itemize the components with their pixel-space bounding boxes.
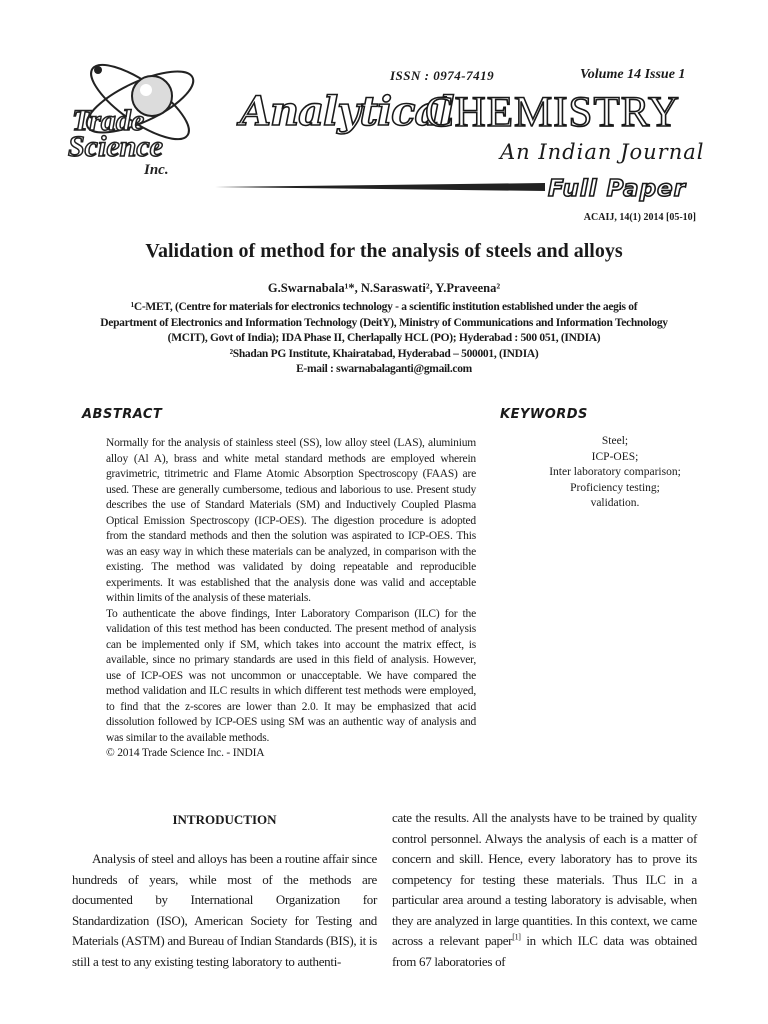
- keyword-item: Steel;: [601, 435, 629, 447]
- column-2-text-continued: in which ILC data was obtained from 67 laboratories of: [392, 933, 698, 969]
- keyword-item: Proficiency testing;: [570, 481, 660, 494]
- introduction-heading: INTRODUCTION: [172, 812, 277, 827]
- journal-title-analytical: Analytical: [240, 88, 454, 135]
- journal-title-chemistry: CHEMISTRY: [425, 89, 681, 136]
- column-2-text: cate the results. All the analysts have to be trained by quality control personnel. Always the analysis of each is a matter of concern and skill. Hence, every laboratory has to prove its competency for testing these materials. Thus ILC in a particular area around a testing laboratory is advisable, when they are analyzed in large quantities. In this context, we came across a relevant paper: [392, 810, 697, 948]
- author-list: G.Swarnabala¹*, N.Saraswati², Y.Praveena²: [267, 281, 501, 295]
- introduction-column-1: Analysis of steel and alloys has been a routine affair since hundreds of years, while most of the methods are documented by International Organization for Standardization (ISO), American Society for Testing and Materials (ASTM) and Bureau of Indian Standards (BIS), it is still a test to any existing testing laboratory to authenti-: [72, 851, 377, 969]
- abstract-heading: ABSTRACT: [82, 407, 163, 422]
- reference-link[interactable]: [1]: [512, 932, 521, 942]
- issn-label: ISSN : 0974-7419: [390, 68, 495, 83]
- paper-type-label: Full Paper: [548, 176, 686, 202]
- affiliation-line: (MCIT), Govt of India); IDA Phase II, Cherlapally HCL (PO); Hyderabad : 500 051, (INDIA): [167, 332, 601, 344]
- header-swoosh-rule: [215, 183, 545, 191]
- keywords-list: [500, 434, 730, 512]
- keyword-item: ICP-OES;: [591, 450, 639, 463]
- abstract-body: [106, 436, 476, 762]
- affiliation-line: Department of Electronics and Information Technology (DeitY), Ministry of Communications and Information Technology: [100, 316, 668, 329]
- citation-label: ACAIJ, 14(1) 2014 [05-10]: [583, 212, 696, 223]
- copyright-line: © 2014 Trade Science Inc. - INDIA: [106, 747, 265, 759]
- logo-word-inc: Inc.: [144, 162, 169, 178]
- keyword-item: validation.: [590, 497, 640, 509]
- email-line: E-mail : swarnabalaganti@gmail.com: [296, 363, 472, 375]
- affiliation-block: [60, 300, 708, 378]
- abstract-paragraph: To authenticate the above findings, Inter Laboratory Comparison (ILC) for the validation of this test method has been conducted. The present method of analysis can be implemented only if SM, which takes into account the matrix effect, is available, since no primary standards are used in this field of analysis. However, use of ICP-OES was not uncommon or unacceptable. We have compared the method validation and ILC results in which different test methods were employed, to find that the z-scores are lower than 2.0. It may be emphasized that acid dissolution followed by ICP-OES using SM was an authentic way of analysis and was similar to the available methods.: [106, 607, 476, 744]
- article-title: Validation of method for the analysis of steels and alloys: [145, 240, 623, 262]
- trade-science-logo: [60, 52, 210, 182]
- affiliation-line: ²Shadan PG Institute, Khairatabad, Hyderabad – 500001, (INDIA): [229, 347, 539, 360]
- keywords-heading: KEYWORDS: [500, 407, 588, 422]
- volume-label: Volume 14 Issue 1: [580, 67, 686, 82]
- logo-word-science: Science: [68, 130, 163, 163]
- introduction-column-2: [392, 808, 697, 972]
- logo-word-trade: Trade: [72, 104, 145, 137]
- keyword-item: Inter laboratory comparison;: [549, 466, 681, 478]
- journal-subtitle: An Indian Journal: [500, 140, 705, 164]
- abstract-paragraph: Normally for the analysis of stainless steel (SS), low alloy steel (LAS), aluminium alloy (Al A), brass and white metal standard methods are employed wherein gravimetric, titrimetric and Flame Atomic Absorption Spectroscopy (FAAS) are used. These are generally cumbersome, tedious and laborious to use. Present study describes the use of Standard Materials (SM) and Inductively Coupled Plasma Optical Emission Spectroscopy (ICP-OES). The digestion procedure is adopted from the standard methods and then the solution was aspirated to ICP-OES. This was an easy way in which these materials can be analyzed, in comparison with the existing. The method was validated by doing repeatable and reproducible experiments. It was established that the analysis done was valid and acceptable within limits of the analysis of these materials.: [106, 437, 476, 604]
- affiliation-line: ¹C-MET, (Centre for materials for electronics technology - a scientific institution established under the aegis of: [130, 301, 638, 313]
